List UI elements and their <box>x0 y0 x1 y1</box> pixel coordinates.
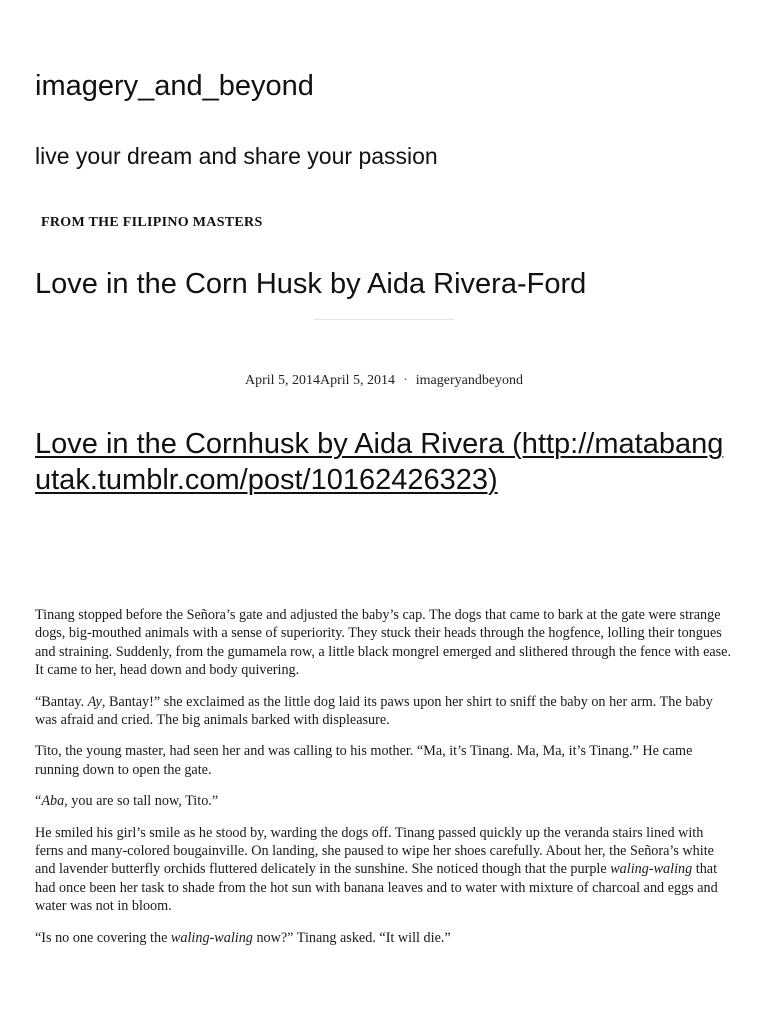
site-title[interactable]: imagery_and_beyond <box>35 70 314 102</box>
body-paragraph <box>35 606 735 680</box>
body-paragraph <box>35 929 735 947</box>
paragraph-text: you are so tall now, Tito.” <box>67 793 219 810</box>
paragraph-text: that had once been her task to shade from the hot sun with banana leaves and to water with mixture of charcoal and eggs and water was not in bloom. <box>35 861 718 915</box>
post-meta <box>0 373 768 389</box>
italic-text: Ay <box>87 693 102 710</box>
title-divider <box>314 319 454 320</box>
paragraph-text: “Is no one covering the <box>35 929 171 946</box>
paragraph-text: Tinang stopped before the Señora’s gate and adjusted the baby’s cap. The dogs that came to bark at the gate were strange dogs, big-mouthed animals with a sense of superiority. They stuck their heads through the hogfence, lolling their tongues and straining. Suddenly, from the gumamela row, a little black mongrel emerged and slithered through the fence with ease. It came to her, head down and body quivering. <box>35 607 732 679</box>
body-paragraph <box>35 824 735 916</box>
meta-separator: · <box>403 373 408 388</box>
post-title: Love in the Corn Husk by Aida Rivera-Ford <box>35 268 587 300</box>
italic-text: waling-waling <box>610 861 693 878</box>
paragraph-text: “Bantay. <box>35 693 88 710</box>
paragraph-text: “ <box>35 793 42 810</box>
post-content <box>35 606 735 960</box>
paragraph-text: , Bantay!” she exclaimed as the little dog laid its paws upon her shirt to sniff the baby on her arm. The baby was afraid and cried. The big animals barked with displeasure. <box>35 693 713 729</box>
site-tagline: live your dream and share your passion <box>35 143 438 169</box>
italic-text: Aba, <box>41 793 68 810</box>
body-paragraph <box>35 792 735 810</box>
post-category[interactable]: FROM THE FILIPINO MASTERS <box>41 215 263 230</box>
post-date-link[interactable]: April 5, 2014April 5, 2014 <box>244 373 396 388</box>
source-link-heading[interactable]: Love in the Cornhusk by Aida Rivera (http://matabangutak.tumblr.com/post/10162426323) <box>35 428 724 496</box>
paragraph-text: now?” Tinang asked. “It will die.” <box>252 929 451 946</box>
body-paragraph <box>35 693 735 730</box>
paragraph-text: He smiled his girl’s smile as he stood by, warding the dogs off. Tinang passed quickly up the veranda stairs lined with ferns and many-colored bougainville. On landing, she paused to wipe her shoes carefully. About her, the Señora’s white and lavender butterfly orchids fluttered delicately in the sunshine. She noticed though that the purple <box>35 824 714 878</box>
italic-text: waling-waling <box>170 929 253 946</box>
body-paragraph <box>35 742 735 779</box>
post-author-link[interactable]: imageryandbeyond <box>415 373 524 388</box>
paragraph-text: Tito, the young master, had seen her and was calling to his mother. “Ma, it’s Tinang. Ma, Ma, it’s Tinang.” He came running down to open the gate. <box>35 743 693 778</box>
